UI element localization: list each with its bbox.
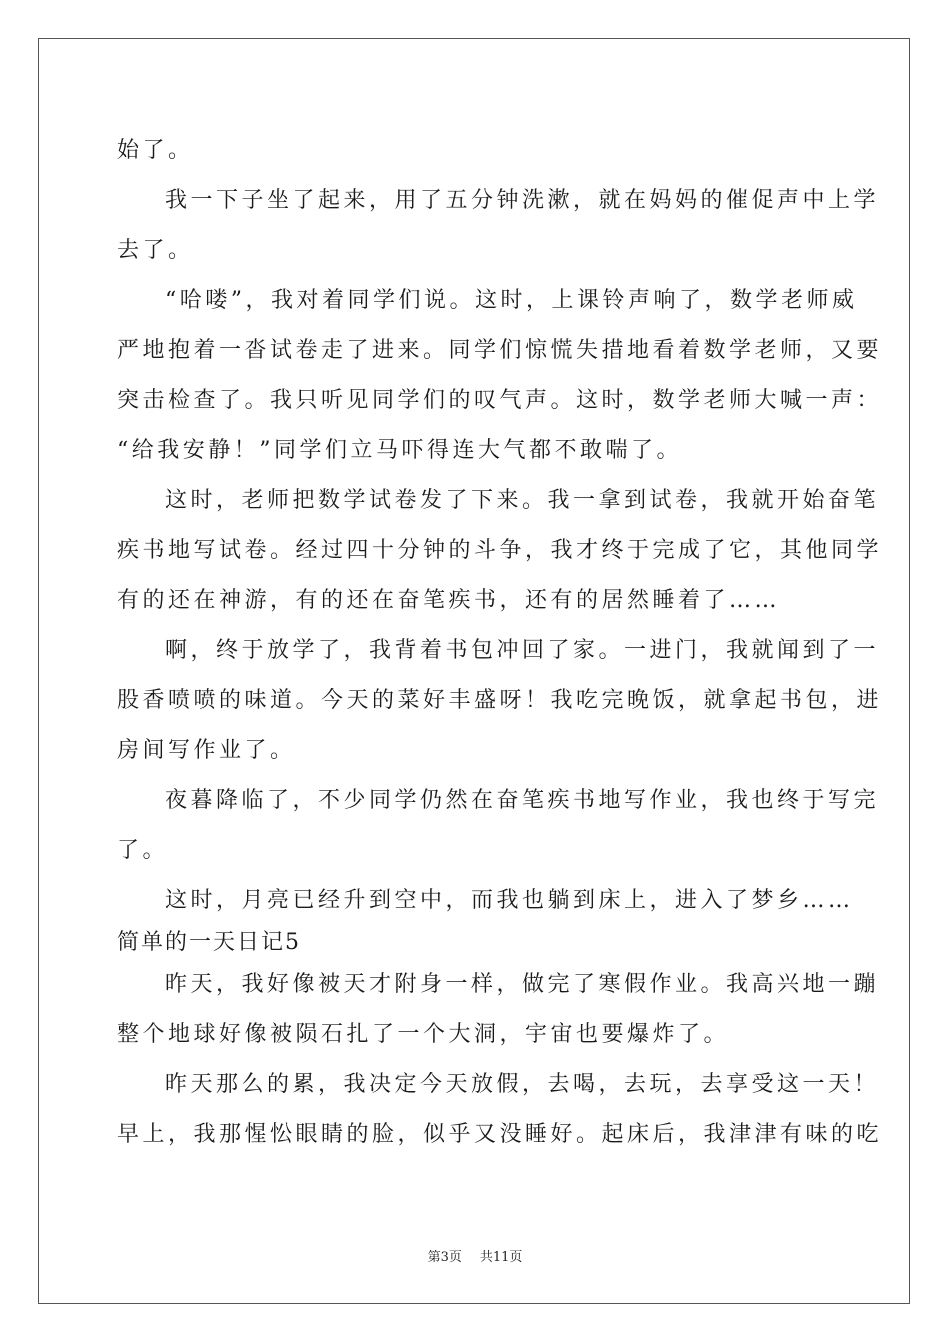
text-line: “哈喽”，我对着同学们说。这时，上课铃声响了，数学老师威: [165, 288, 858, 313]
text-line: 这时，月亮已经升到空中，而我也躺到床上，进入了梦乡……: [165, 888, 854, 913]
page-number: 第3页: [427, 1250, 462, 1265]
text-line: 了。: [117, 838, 169, 863]
text-line: “给我安静！”同学们立马吓得连大气都不敢喘了。: [117, 438, 682, 463]
text-line: 去了。: [117, 238, 194, 263]
text-line: 早上，我那惺忪眼睛的脸，似乎又没睡好。起床后，我津津有味的吃: [117, 1122, 883, 1147]
text-line: 啊，终于放学了，我背着书包冲回了家。一进门，我就闻到了一: [165, 638, 880, 663]
text-line: 始了。: [117, 138, 194, 163]
text-line: 有的还在神游，有的还在奋笔疾书，还有的居然睡着了……: [117, 588, 781, 613]
text-line: 我一下子坐了起来，用了五分钟洗漱，就在妈妈的催促声中上学: [165, 188, 880, 213]
text-line: 房间写作业了。: [117, 738, 296, 763]
text-line: 疾书地写试卷。经过四十分钟的斗争，我才终于完成了它，其他同学: [117, 538, 883, 563]
page-footer: [0, 1246, 950, 1265]
text-line: 昨天，我好像被天才附身一样，做完了寒假作业。我高兴地一蹦: [165, 972, 880, 997]
text-line: 突击检查了。我只听见同学们的叹气声。这时，数学老师大喊一声：: [117, 388, 883, 413]
text-line: 严地抱着一沓试卷走了进来。同学们惊慌失措地看着数学老师，又要: [117, 338, 883, 363]
text-line: 夜暮降临了，不少同学仍然在奋笔疾书地写作业，我也终于写完: [165, 788, 880, 813]
text-line: 昨天那么的累，我决定今天放假，去喝，去玩，去享受这一天！: [165, 1072, 880, 1097]
section-heading: 简单的一天日记5: [117, 930, 301, 955]
text-line: 股香喷喷的味道。今天的菜好丰盛呀！我吃完晚饭，就拿起书包，进: [117, 688, 883, 713]
page-total: 共11页: [479, 1250, 523, 1265]
document-body: [117, 126, 883, 1160]
text-line: 这时，老师把数学试卷发了下来。我一拿到试卷，我就开始奋笔: [165, 488, 880, 513]
text-line: 整个地球好像被陨石扎了一个大洞，宇宙也要爆炸了。: [117, 1022, 730, 1047]
